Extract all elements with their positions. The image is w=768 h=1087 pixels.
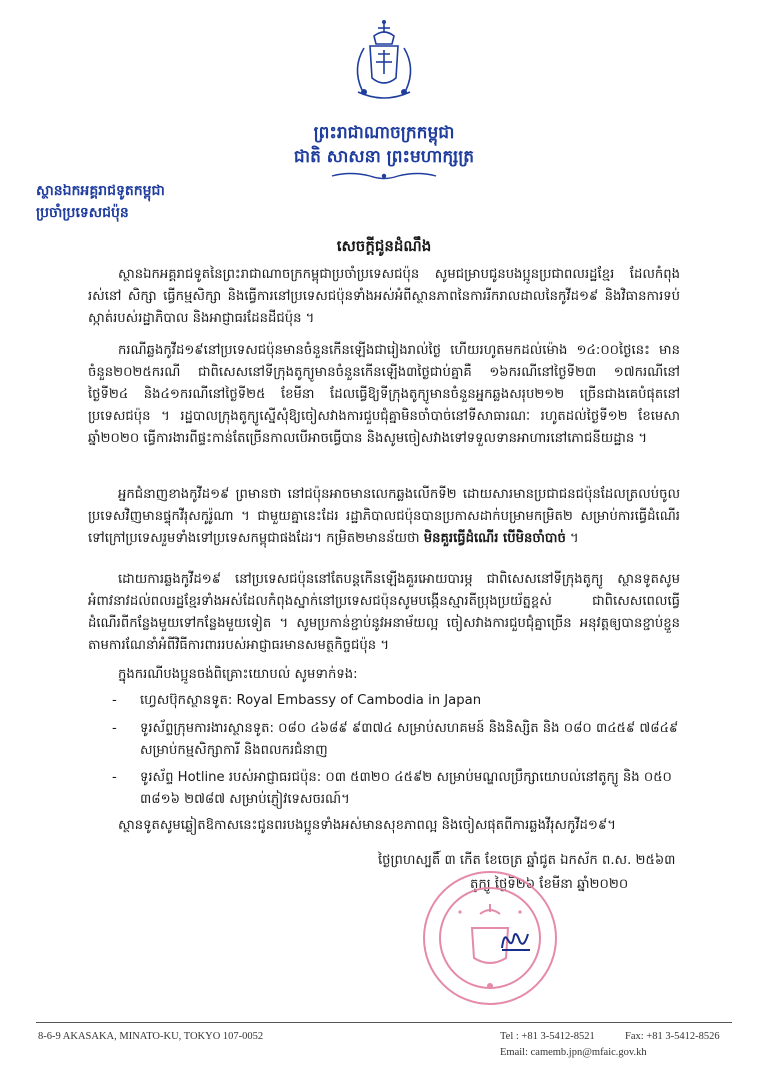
footer-divider	[36, 1022, 732, 1023]
divider-ornament-icon	[330, 171, 438, 181]
footer-telephone: Tel : +81 3-5412-8521	[500, 1031, 595, 1042]
embassy-seal-stamp	[420, 868, 560, 1008]
embassy-location: ប្រចាំប្រទេសជប៉ុន	[36, 205, 129, 221]
embassy-name: ស្ថានឯកអគ្គរាជទូតកម្ពុជា	[36, 183, 165, 199]
paragraph-cases: ករណីឆ្លងកូវីដ១៩នៅប្រទេសជប៉ុនមានចំនួនកើនឡើងជារៀងរាល់ថ្ងៃ ហើយរហូតមកដល់ម៉ោង ១៤:០០ថ្ងៃនេះ មានចំនួន២០២៥ករណី ជាពិសេសនៅទីក្រុងតូក្យូមានចំនួនកើនឡើង៣ថ្ងៃជាប់គ្នាគឺ ១៦ករណីនៅថ្ងៃទី២៣ ១៧ករណីនៅថ្ងៃទី២៤ និង៤១ករណីនៅថ្ងៃទី២៥ ខែមីនា ដែលធ្វើឱ្យទីក្រុងតូក្យូមានចំនួនអ្នកឆ្លងសរុប២១២ ច្រើនជាងគេបំផុតនៅប្រទេសជប៉ុន ។ រដ្ឋបាលក្រុងតូក្យូស្នើសុំឱ្យចៀសវាងការជួបជុំគ្នាមិនចាំបាច់នៅទីសាធារណៈ រហូតដល់ថ្ងៃទី១២ ខែមេសា ឆ្នាំ២០២០ ធ្វើការងារពីផ្ទះកាន់តែច្រើនកាលបើអាចធ្វើបាន និងសូមចៀសវាងទៅទទួលទានអាហារនៅភោជនីយដ្ឋាន ។	[88, 343, 680, 446]
contact-item: - ទូរស័ព្ទ Hotline របស់អាជ្ញាធរជប៉ុន: ០៣ ៥៣២០ ៤៥៩២ សម្រាប់មណ្ឌលប្រឹក្សាយោបល់នៅតូក្យូ និង ០៥០ ៣៨១៦ ២៧៨៧ សម្រាប់ភ្ញៀវទេសចរណ៍។	[112, 770, 672, 807]
contact-item: - ហ្វេសប៊ុកស្ថានទូត: Royal Embassy of Cambodia in Japan	[112, 693, 482, 708]
kingdom-name: ព្រះរាជាណាចក្រកម្ពុជា	[313, 123, 455, 143]
travel-warning-emphasis: មិនគួរធ្វើដំណើរ បើមិនចាំបាច់	[423, 531, 566, 546]
footer-fax: Fax: +81 3-5412-8526	[625, 1031, 720, 1042]
footer-address: 8-6-9 AKASAKA, MINATO-KU, TOKYO 107-0052	[38, 1031, 264, 1042]
paragraph-warning: អ្នកជំនាញខាងកូវីដ១៩ ព្រមានថា នៅជប៉ុនអាចមានលេកឆ្លងលើកទី២ ដោយសារមានប្រជាជនជប៉ុនដែលត្រលប់ចូលប្រទេសវិញមានផ្ទុកវីរុសកូរ៉ូណា ។ ជាមួយគ្នានេះដែរ រដ្ឋាភិបាលជប៉ុនបានប្រកាសដាក់បម្រាមកម្រិត២ សម្រាប់ការធ្វើដំណើរទៅក្រៅប្រទេសរួមទាំងទៅប្រទេសកម្ពុជាផងដែរ។ កម្រិត២មានន័យថា មិនគួរធ្វើដំណើរ បើមិនចាំបាច់ ។	[88, 487, 680, 546]
national-motto: ជាតិ សាសនា ព្រះមហាក្សត្រ	[293, 147, 475, 167]
paragraph-contact-intro: ក្នុងករណីបងប្អូនចង់ពិគ្រោះយោបល់ សូមទាក់ទង:	[118, 667, 358, 682]
page-title: សេចក្តីជូនដំណឹង	[336, 237, 432, 255]
royal-coat-of-arms-icon	[344, 18, 424, 108]
footer-email: Email: camemb.jpn@mfaic.gov.kh	[500, 1047, 647, 1058]
contact-item: - ទូរស័ព្ទក្រុមការងារស្ថានទូត: ០៨០ ៤៦៨៩ ៩៣៧៤ សម្រាប់សហគមន៍ និងនិស្សិត និង ០៨០ ៣៤៥៩ ៧៨៤៩ សម្រាប់កម្មសិក្សាការី និងពលករជំនាញ	[112, 721, 679, 758]
closing-paragraph: ស្ថានទូតសូមឆ្លៀតឱកាសនេះជូនពរបងប្អូនទាំងអស់មានសុខភាពល្អ និងចៀសផុតពីការឆ្លងវីរុសកូវីដ១៩។	[118, 818, 616, 833]
signature-icon	[498, 928, 534, 952]
paragraph-intro: ស្ថានឯកអគ្គរាជទូតនៃព្រះរាជាណាចក្រកម្ពុជាប្រចាំប្រទេសជប៉ុន សូមជម្រាបជូនបងប្អូនប្រជាពលរដ្ឋខ្មែរ ដែលកំពុងរស់នៅ សិក្សា ធ្វើកម្មសិក្សា និងធ្វើការនៅប្រទេសជប៉ុនទាំងអស់អំពីស្ថានភាពនៃការរីករាលដាលនៃកូវីដ១៩ និងវិធានការទប់ស្កាត់របស់រដ្ឋាភិបាល និងអាជ្ញាធរដែនដីជប៉ុន ។	[88, 267, 680, 326]
solar-date: តូក្យូ ថ្ងៃទី២៦ ខែមីនា ឆ្នាំ២០២០	[470, 877, 629, 892]
paragraph-appeal: ដោយការឆ្លងកូវីដ១៩ នៅប្រទេសជប៉ុននៅតែបន្តកើនឡើងគួរអោយបារម្ភ ជាពិសេសនៅទីក្រុងតូក្យូ ស្ថានទូតសូមអំពាវនាវដល់ពលរដ្ឋខ្មែរទាំងអស់ដែលកំពុងស្នាក់នៅប្រទេសជប៉ុនសូមបង្កើនស្មារតីប្រុងប្រយ័ត្នខ្ពស់ ជាពិសេសពេលធ្វើដំណើរពីកន្លែងមួយទៅកន្លែងមួយទៀត ។ សូមប្រកាន់ខ្ជាប់នូវអនាម័យល្អ ចៀសវាងការជួបជុំគ្នាច្រើន អនុវត្តឲ្យបានខ្ជាប់ខ្ជួនតាមការណែនាំអំពីវិធីការពាររបស់អាជ្ញាធរមានសមត្ថកិច្ចជប៉ុន ។	[88, 572, 680, 653]
lunar-date: ថ្ងៃព្រហស្បតិ៍ ៣ កើត ខែចេត្រ ឆ្នាំជូត ឯកស័ក ព.ស. ២៥៦៣	[378, 853, 676, 868]
